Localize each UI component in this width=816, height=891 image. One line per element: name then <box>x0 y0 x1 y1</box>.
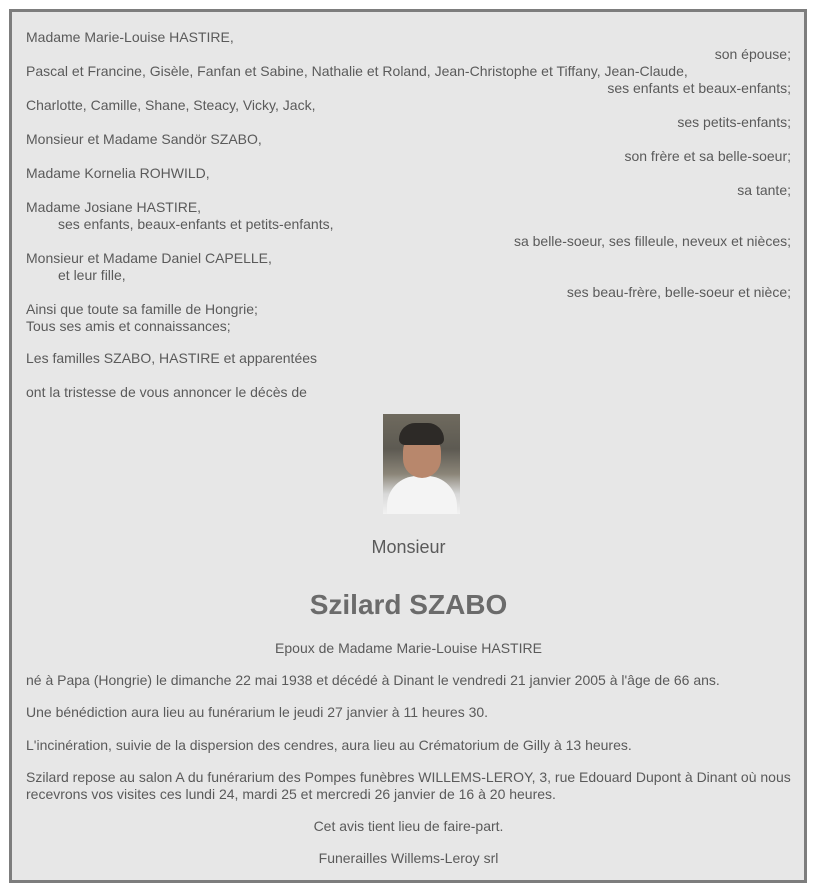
deceased-title: Monsieur <box>371 537 446 557</box>
spouse-line: Epoux de Madame Marie-Louise HASTIRE <box>275 640 542 656</box>
obituary-card <box>9 9 807 883</box>
deceased-name: Szilard SZABO <box>309 589 508 620</box>
wife-role: son épouse; <box>714 46 791 62</box>
sister-in-law-role: sa belle-soeur, ses filleule, neveux et nièces; <box>513 233 791 249</box>
friends-line: Tous ses amis et connaissances; <box>26 318 231 334</box>
notice-line: Cet avis tient lieu de faire-part. <box>313 818 504 834</box>
blessing-line: Une bénédiction aura lieu au funérarium le jeudi 27 janvier à 11 heures 30. <box>26 704 489 720</box>
birth-death-line: né à Papa (Hongrie) le dimanche 22 mai 1938 et décédé à Dinant le vendredi 21 janvier 2005 à l'âge de 66 ans. <box>26 672 720 688</box>
sister-in-law-line: Madame Josiane HASTIRE, <box>26 199 202 215</box>
aunt-role: sa tante; <box>737 182 791 198</box>
brother-role: son frère et sa belle-soeur; <box>624 148 791 164</box>
announce-line: ont la tristesse de vous annoncer le décès de <box>26 384 307 400</box>
portrait-photo <box>383 414 460 514</box>
capelle-line: Monsieur et Madame Daniel CAPELLE, <box>26 250 272 266</box>
visit-paragraph: Szilard repose au salon A du funérarium des Pompes funèbres WILLEMS-LEROY, 3, rue Edouard Dupont à Dinant où nous recevrons vos visites ces lundi 24, mardi 25 et mercredi 26 janvier de 16 à 20 heures. <box>26 769 791 802</box>
aunt-line: Madame Kornelia ROHWILD, <box>26 165 210 181</box>
sister-in-law-sub: ses enfants, beaux-enfants et petits-enfants, <box>58 216 334 232</box>
hungary-line: Ainsi que toute sa famille de Hongrie; <box>26 301 258 317</box>
capelle-sub: et leur fille, <box>58 267 126 283</box>
portrait-hair <box>399 423 444 445</box>
grandchildren-role: ses petits-enfants; <box>677 114 791 130</box>
cremation-line: L'incinération, suivie de la dispersion des cendres, aura lieu au Crématorium de Gilly à 13 heures. <box>26 737 632 753</box>
wife-line: Madame Marie-Louise HASTIRE, <box>26 29 234 45</box>
portrait-shirt <box>387 476 457 514</box>
children-line: Pascal et Francine, Gisèle, Fanfan et Sabine, Nathalie et Roland, Jean-Christophe et Tiffany, Jean-Claude, <box>26 63 688 79</box>
children-role: ses enfants et beaux-enfants; <box>607 80 791 96</box>
families-line: Les familles SZABO, HASTIRE et apparentées <box>26 350 318 366</box>
capelle-role: ses beau-frère, belle-soeur et nièce; <box>566 284 791 300</box>
funeral-home-line: Funerailles Willems-Leroy srl <box>318 850 499 866</box>
grandchildren-line: Charlotte, Camille, Shane, Steacy, Vicky, Jack, <box>26 97 316 113</box>
brother-line: Monsieur et Madame Sandör SZABO, <box>26 131 262 147</box>
